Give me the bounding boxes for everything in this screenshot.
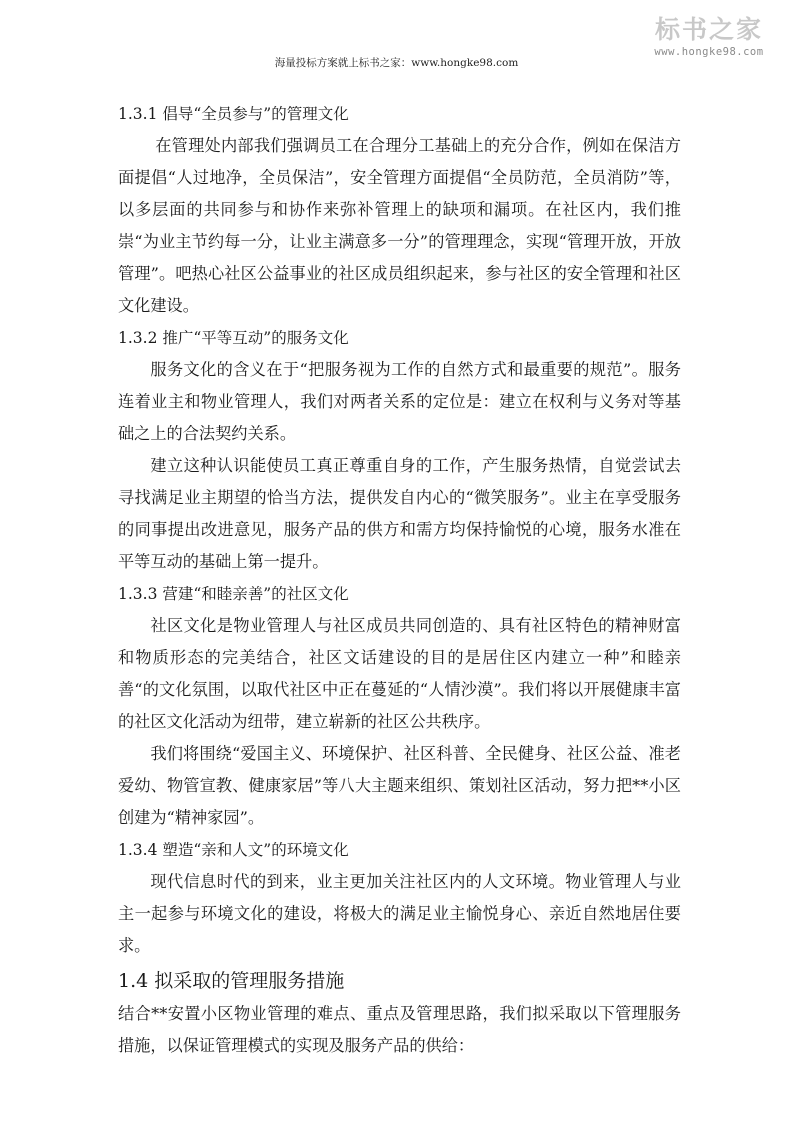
section-1-3-1-paragraph-1: 在管理处内部我们强调员工在合理分工基础上的充分合作，例如在保洁方面提倡“人过地净，全员保洁”，安全管理方面提倡“全员防范，全员消防”等，以多层面的共同参与和协作来弥补管理上的缺项和漏项。在社区内，我们推崇“为业主节约每一分，让业主满意多一分”的管理理念，实现“管理开放，开放管理”。吧热心社区公益事业的社区成员组织起来，参与社区的安全管理和社区文化建设。 <box>118 136 681 315</box>
logo-url: www.hongke98.com <box>654 46 764 58</box>
document-body <box>118 98 681 1062</box>
section-1-3-3-paragraph-2: 我们将围绕“爱国主义、环境保护、社区科普、全民健身、社区公益、准老爱幼、物管宣教、健康家居”等八大主题来组织、策划社区活动，努力把**小区创建为“精神家园”。 <box>118 744 681 827</box>
header-tagline: 海量投标方案就上标书之家：www.hongke98.com <box>274 57 519 69</box>
section-1-4-paragraph-1: 结合**安置小区物业管理的难点、重点及管理思路，我们拟采取以下管理服务措施，以保证管理模式的实现及服务产品的供给： <box>118 1004 681 1055</box>
section-1-3-2-paragraph-2: 建立这种认识能使员工真正尊重自身的工作，产生服务热情，自觉尝试去寻找满足业主期望的恰当方法，提供发自内心的“微笑服务”。业主在享受服务的同事提出改进意见，服务产品的供方和需方均保持愉悦的心境，服务水准在平等互动的基础上第一提升。 <box>118 456 681 571</box>
section-1-3-2-heading: 1.3.2 推广“平等互动”的服务文化 <box>118 329 349 347</box>
section-1-4-heading: 1.4 拟采取的管理服务措施 <box>118 970 345 992</box>
section-1-3-2-paragraph-1: 服务文化的含义在于“把服务视为工作的自然方式和最重要的规范”。服务连着业主和物业管理人，我们对两者关系的定位是：建立在权利与义务对等基础之上的合法契约关系。 <box>118 360 681 443</box>
section-1-3-4-paragraph-1: 现代信息时代的到来，业主更加关注社区内的人文环境。物业管理人与业主一起参与环境文化的建设，将极大的满足业主愉悦身心、亲近自然地居住要求。 <box>118 872 681 955</box>
section-1-3-1-heading: 1.3.1 倡导“全员参与”的管理文化 <box>118 105 349 123</box>
section-1-3-4-heading: 1.3.4 塑造“亲和人文”的环境文化 <box>118 841 349 859</box>
site-logo <box>653 14 765 58</box>
section-1-3-3-paragraph-1: 社区文化是物业管理人与社区成员共同创造的、具有社区特色的精神财富和物质形态的完美结合，社区文话建设的目的是居住区内建立一种”和睦亲善“的文化氛围，以取代社区中正在蔓延的“人情沙漠”。我们将以开展健康丰富的社区文化活动为纽带，建立崭新的社区公共秩序。 <box>118 616 681 731</box>
section-1-3-3-heading: 1.3.3 营建“和睦亲善”的社区文化 <box>118 585 349 603</box>
logo-text: 标书之家 <box>654 15 763 44</box>
